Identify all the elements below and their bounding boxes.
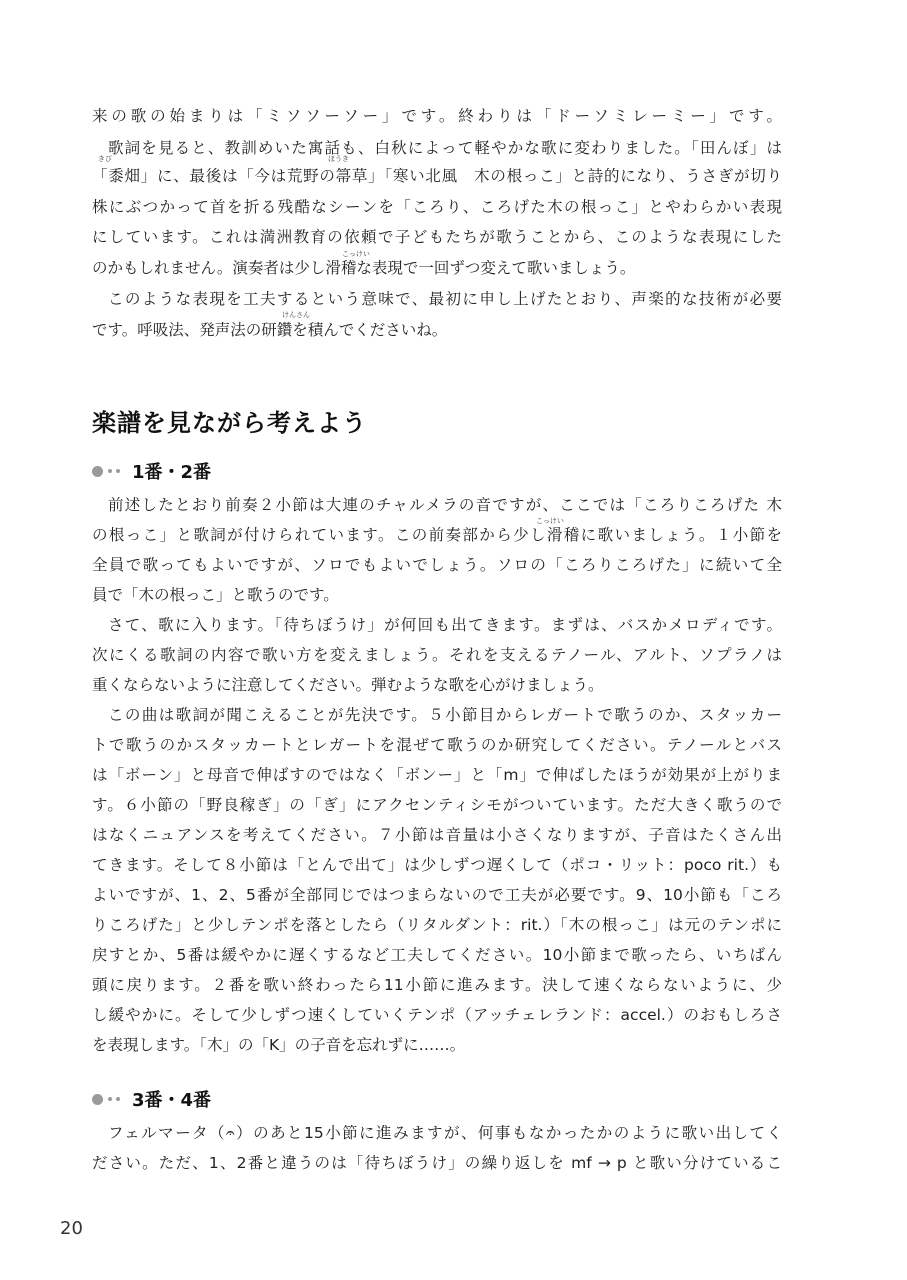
subheading-2	[92, 1087, 211, 1111]
body-line: す。６小節の「野良稼ぎ」の「ぎ」にアクセンティシモがついています。ただ大きく歌うので	[92, 796, 782, 814]
body-line: 「黍畑」に、最後は「今は荒野の箒草」「寒い北風 木の根っこ」と詩的になり、うさぎが切り	[92, 167, 782, 185]
body-line: 来の歌の始まりは「ミソソーソー」です。終わりは「ドーソミレーミー」です。	[92, 107, 782, 125]
subheading-1	[92, 459, 211, 483]
body-line: は「ボーン」と母音で伸ばすのではなく「ボンー」と「m」で伸ばしたほうが効果が上がりま	[92, 766, 782, 784]
body-line: てきます。そして８小節は「とんで出て」は少しずつ遅くして（ポコ・リット：poco rit.）も	[92, 856, 782, 874]
body-line: りころげた」と少しテンポを落としたら（リタルダント：rit.）「木の根っこ」は元のテンポに	[92, 916, 782, 934]
section-heading: 楽譜を見ながら考えよう	[92, 409, 367, 437]
body-line: 員で「木の根っこ」と歌うのです。	[92, 586, 339, 604]
body-line: 次にくる歌詞の内容で歌い方を変えましょう。それを支えるテノール、アルト、ソプラノは	[92, 646, 782, 664]
bullet-dots-icon	[92, 466, 124, 477]
furigana: ほうき	[328, 155, 349, 163]
body-line: にしています。これは満洲教育の依頼で子どもたちが歌うことから、このような表現にした	[92, 228, 782, 246]
body-line: この曲は歌詞が聞こえることが先決です。５小節目からレガートで歌うのか、スタッカー	[108, 706, 782, 724]
body-line: ださい。ただ、1、2番と違うのは「待ちぼうけ」の繰り返しを mf → p と歌い分けているこ	[92, 1154, 782, 1172]
body-line: フェルマータ（𝄐）のあと15小節に進みますが、何事もなかったかのように歌い出してく	[108, 1124, 782, 1142]
furigana: こっけい	[536, 517, 564, 525]
body-line: し緩やかに。そして少しずつ速くしていくテンポ（アッチェレランド：accel.）のおもしろさ	[92, 1006, 782, 1024]
body-line: 戻すとか、5番は緩やかに遅くするなど工夫してください。10小節まで歌ったら、いちばん	[92, 946, 782, 964]
body-line: のかもしれません。演奏者は少し滑稽な表現で一回ずつ変えて歌いましょう。	[92, 259, 636, 277]
body-line: 前述したとおり前奏２小節は大連のチャルメラの音ですが、ここでは「ころりころげた 木	[108, 496, 782, 514]
page-number: 20	[60, 1218, 83, 1239]
body-line: さて、歌に入ります。「待ちぼうけ」が何回も出てきます。まずは、バスかメロディです。	[108, 616, 782, 634]
body-line: 歌詞を見ると、教訓めいた寓話も、白秋によって軽やかな歌に変わりました。「田んぼ」は	[108, 139, 782, 157]
body-line: トで歌うのかスタッカートとレガートを混ぜて歌うのか研究してください。テノールとバス	[92, 736, 782, 754]
body-line: 頭に戻ります。２番を歌い終わったら11小節に進みます。決して速くならないように、少	[92, 976, 782, 994]
body-line: よいですが、1、2、5番が全部同じではつまらないので工夫が必要です。9、10小節も「ころ	[92, 886, 782, 904]
body-line: 株にぶつかって首を折る残酷なシーンを「ころり、ころげた木の根っこ」とやわらかい表現	[92, 198, 782, 216]
body-line: このような表現を工夫するという意味で、最初に申し上げたとおり、声楽的な技術が必要	[108, 290, 782, 308]
furigana: こっけい	[342, 250, 370, 258]
subheading-title: 1番・2番	[132, 462, 212, 483]
furigana: けんさん	[282, 311, 310, 319]
body-line: はなくニュアンスを考えてください。７小節は音量は小さくなりますが、子音はたくさん出	[92, 826, 782, 844]
subheading-title: 3番・4番	[132, 1090, 212, 1111]
body-line: の根っこ」と歌詞が付けられています。この前奏部から少し滑稽に歌いましょう。１小節を	[92, 526, 782, 544]
body-line: 全員で歌ってもよいですが、ソロでもよいでしょう。ソロの「ころりころげた」に続いて全	[92, 556, 782, 574]
furigana: きび	[98, 155, 112, 163]
body-line: です。呼吸法、発声法の研鑽を積んでくださいね。	[92, 321, 448, 339]
body-line: を表現します。「木」の「K」の子音を忘れずに……。	[92, 1036, 466, 1054]
bullet-dots-icon	[92, 1094, 124, 1105]
body-line: 重くならないように注意してください。弾むような歌を心がけましょう。	[92, 676, 604, 694]
